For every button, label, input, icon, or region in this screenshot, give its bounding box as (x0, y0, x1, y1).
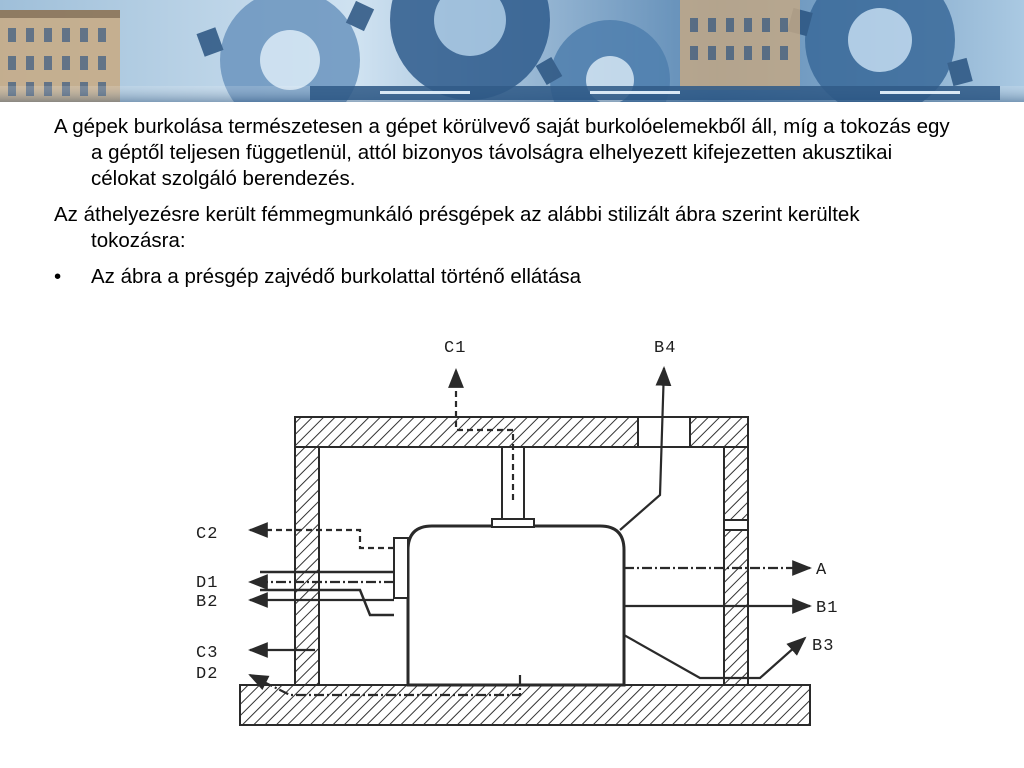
label-c3: C3 (196, 644, 219, 663)
path-b4 (620, 368, 664, 530)
column-base (492, 519, 534, 527)
label-c2: C2 (196, 525, 219, 544)
bullet-marker: • (54, 265, 62, 288)
left-duct (260, 572, 394, 615)
floor-slab (240, 685, 810, 725)
bullet-text: Az ábra a présgép zajvédő burkolattal történő ellátása (91, 265, 582, 288)
label-d1: D1 (196, 574, 219, 593)
path-b3 (624, 635, 805, 678)
path-c2 (250, 530, 394, 548)
label-c1: C1 (444, 339, 467, 358)
machine-flange (394, 538, 408, 598)
label-d2: D2 (196, 665, 219, 684)
label-b3: B3 (812, 637, 835, 656)
building-right (680, 0, 800, 90)
label-a: A (816, 561, 828, 580)
paragraph-definition: A gépek burkolása természetesen a gépet körülvevő saját burkolóelemekből áll, míg a tokozás egy a géptől teljesen függetlenül, attól bizonyos távolságra elhelyezett kifejezetten akusztikai célokat szolgáló berendezés. (54, 115, 950, 190)
slide-body (54, 114, 954, 290)
enclosure-diagram (180, 300, 880, 740)
paragraph-relocation: Az áthelyezésre került fémmegmunkáló présgépek az alábbi stilizált ábra szerint kerültek tokozásra: (54, 203, 860, 252)
bullet-item (54, 264, 954, 290)
press-machine-body (408, 526, 624, 685)
banner-image (0, 0, 1024, 102)
label-b2: B2 (196, 593, 219, 612)
header-banner (0, 0, 1024, 102)
label-b1: B1 (816, 599, 839, 618)
label-b4: B4 (654, 339, 677, 358)
